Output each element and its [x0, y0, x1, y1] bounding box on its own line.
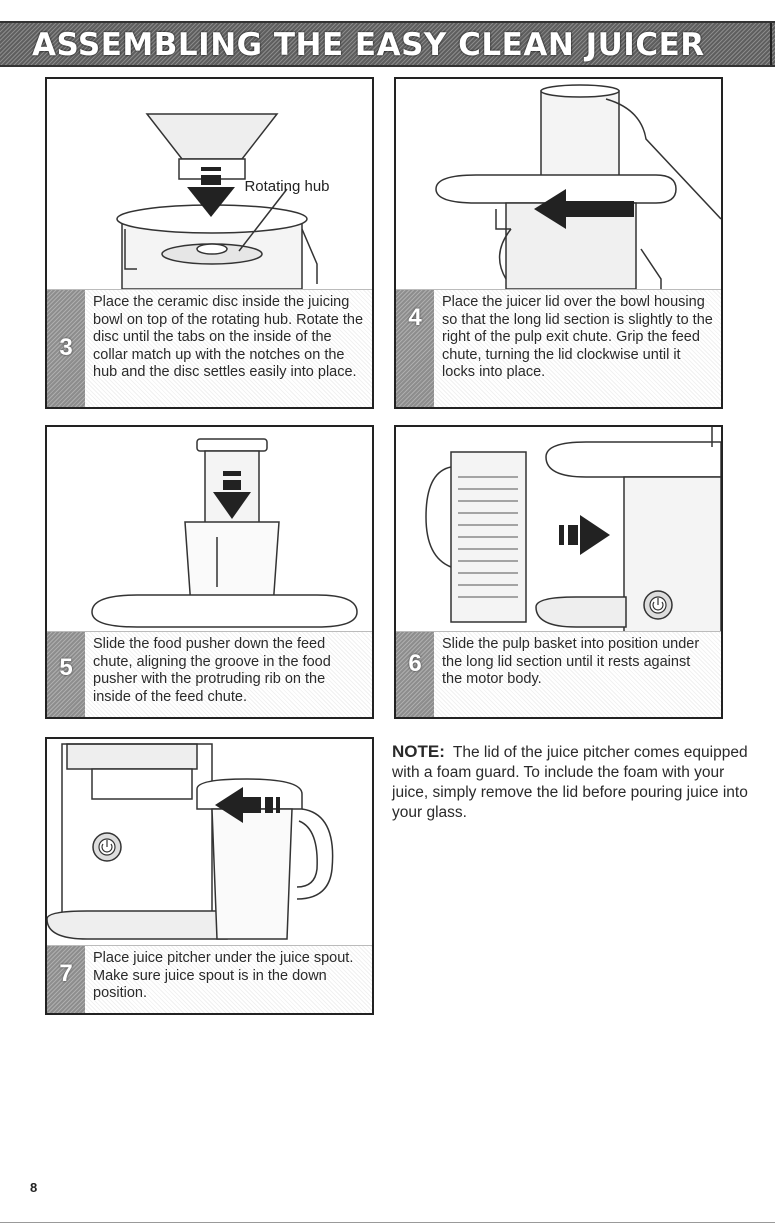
step-4-badge: [396, 290, 434, 407]
step-5-panel: [45, 425, 374, 719]
step-3-text: Place the ceramic disc inside the juicing bowl on top of the rotating hub. Rotate the disc until the tabs on the inside of the collar match up with the notches on the hub and the disc settles easily into place.: [93, 294, 364, 381]
page-title: ASSEMBLING THE EASY CLEAN JUICER: [32, 27, 705, 63]
step-6-text: Slide the pulp basket into position under the long lid section until it rests against the motor body.: [442, 636, 700, 688]
step-6-illustration: [396, 427, 721, 637]
right-arrow-icon: [559, 515, 610, 555]
step-7-badge: [47, 946, 85, 1013]
step-3-panel: [45, 77, 374, 409]
step-4-text: Place the juicer lid over the bowl housing so that the long lid section is slightly to the right of the pulp exit chute. Grip the feed chute, turning the lid clockwise until it locks into place.: [442, 294, 713, 381]
note-block: [392, 742, 762, 823]
step-7-illustration: [47, 739, 372, 949]
step-6-caption: [396, 631, 721, 717]
step-number: 6: [408, 650, 422, 677]
header-banner: [0, 21, 775, 67]
step-number: 4: [408, 304, 422, 331]
step-7-text: Place juice pitcher under the juice spout. Make sure juice spout is in the down position.: [93, 950, 354, 1002]
rotating-hub-label: Rotating hub: [244, 178, 330, 195]
step-7-caption: [47, 945, 372, 1013]
power-button-icon: [644, 591, 672, 619]
step-4-panel: [394, 77, 723, 409]
step-4-caption: [396, 289, 721, 407]
note-text: The lid of the juice pitcher comes equipped with a foam guard. To include the foam with your juice, simply remove the lid before pouring juice into your glass.: [392, 744, 748, 821]
step-5-illustration: [47, 427, 372, 637]
bottom-rule: [0, 1222, 775, 1223]
step-3-illustration: [47, 79, 372, 289]
step-6-panel: [394, 425, 723, 719]
step-5-caption: [47, 631, 372, 717]
step-number: 7: [59, 960, 73, 987]
banner-edge: [770, 23, 772, 65]
step-number: 5: [59, 654, 73, 681]
power-button-icon: [93, 833, 121, 861]
step-5-text: Slide the food pusher down the feed chute, aligning the groove in the food pusher with the protruding rib on the inside of the feed chute.: [93, 636, 331, 705]
note-label: NOTE:: [392, 742, 445, 761]
page-number: 8: [30, 1180, 38, 1195]
step-6-badge: [396, 632, 434, 717]
step-7-panel: [45, 737, 374, 1015]
step-3-badge: [47, 290, 85, 407]
step-number: 3: [59, 334, 73, 361]
step-4-illustration: [396, 79, 721, 289]
step-5-badge: [47, 632, 85, 717]
step-3-caption: [47, 289, 372, 407]
